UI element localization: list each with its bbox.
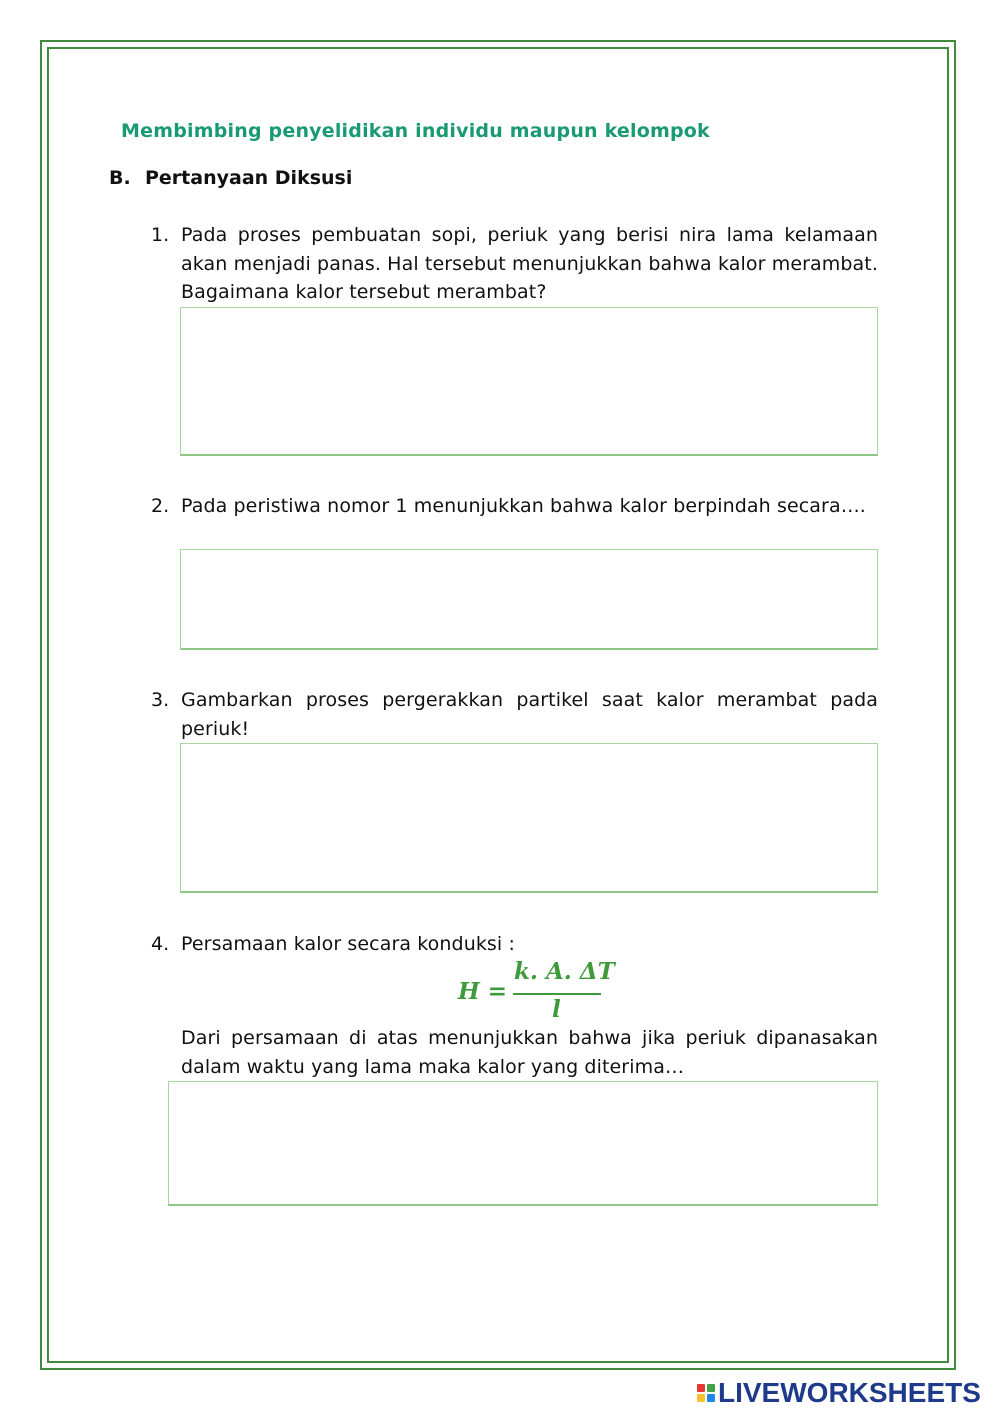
question-text: Gambarkan proses pergerakkan partikel saat kalor merambat pada periuk! [181,689,878,740]
section-title [109,167,352,189]
question-number: 4. [151,933,170,955]
answer-box-2[interactable] [180,549,878,650]
question-followup-text: Dari persamaan di atas menunjukkan bahwa jika periuk dipanasakan dalam waktu yang lama maka kalor yang diterima… [181,1027,878,1078]
formula-denominator: l [552,996,561,1023]
question-number: 3. [151,689,170,711]
question-text: Pada peristiwa nomor 1 menunjukkan bahwa kalor berpindah secara…. [181,495,866,517]
formula-lhs: H = [458,978,508,1005]
page-heading: Membimbing penyelidikan individu maupun kelompok [121,120,710,142]
conduction-formula [456,958,616,1024]
question-number: 2. [151,495,170,517]
question-text: Pada proses pembuatan sopi, periuk yang berisi nira lama kelamaan akan menjadi panas. Hal tersebut menunjukkan bahwa kalor merambat. Bagaimana kalor tersebut merambat? [181,224,878,303]
formula-fraction-bar [513,993,601,995]
logo-grid-icon [697,1384,715,1402]
answer-box-1[interactable] [180,307,878,456]
question-text: Persamaan kalor secara konduksi : [181,933,515,955]
answer-box-3[interactable] [180,743,878,893]
liveworksheets-logo[interactable] [697,1378,981,1408]
formula-numerator: k. A. ΔT [514,958,615,985]
section-label: Pertanyaan Diksusi [145,167,353,189]
question-number: 1. [151,224,170,246]
logo-text: LIVEWORKSHEETS [718,1377,981,1408]
answer-box-4[interactable] [168,1081,878,1206]
section-letter: B. [109,167,131,189]
